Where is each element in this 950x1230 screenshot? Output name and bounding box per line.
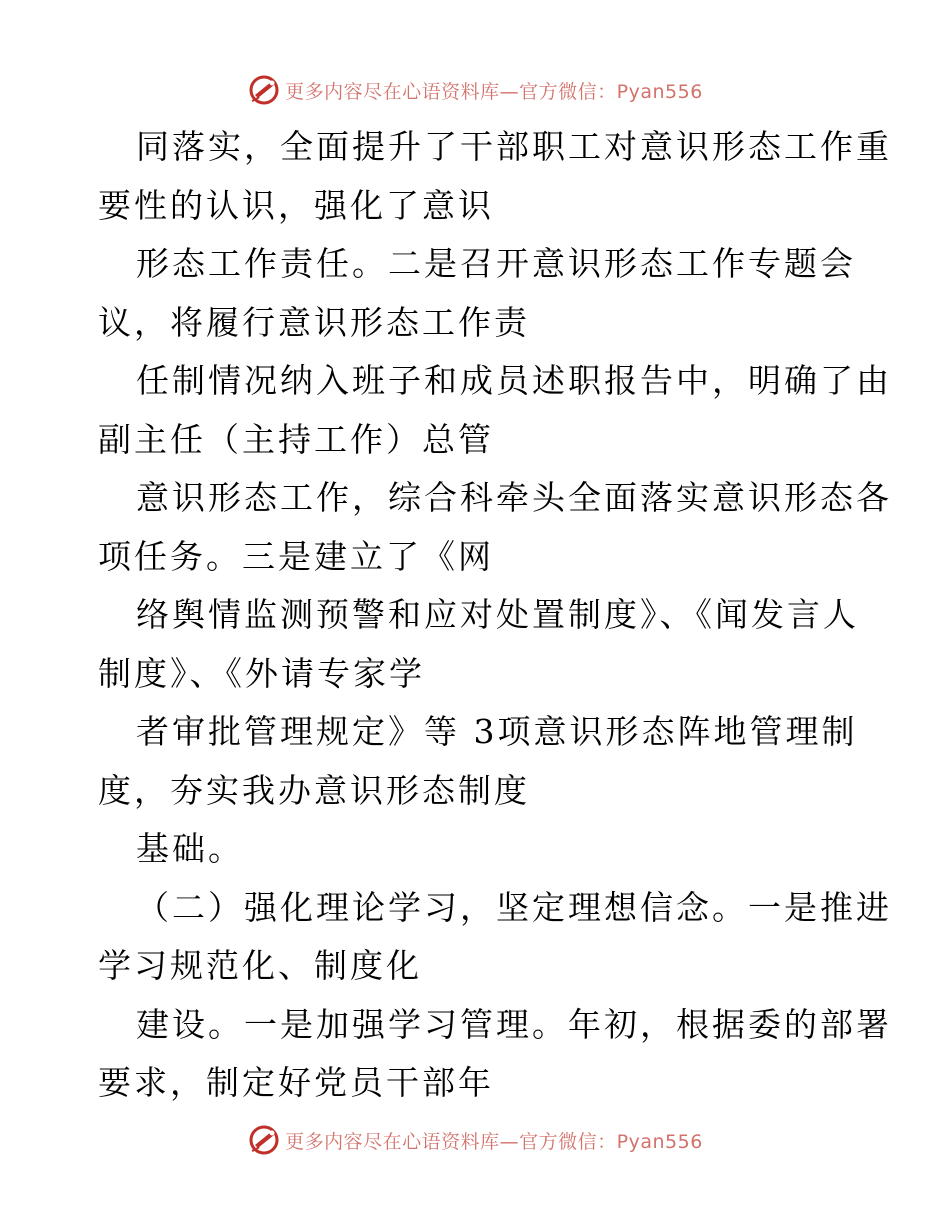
paragraph-continuation-line: 要求，制定好党员干部年 bbox=[98, 1063, 494, 1102]
paragraph bbox=[98, 820, 858, 879]
paragraph bbox=[98, 586, 858, 703]
paragraph-continuation-line: 议，将履行意识形态工作责 bbox=[98, 302, 530, 342]
paragraph-continuation-line: 学习规范化、制度化 bbox=[98, 946, 422, 985]
paragraph-continuation-line: 制度》、《外请专家学 bbox=[98, 653, 425, 693]
document-body bbox=[98, 118, 892, 1113]
pen-logo-icon bbox=[247, 73, 281, 107]
header-banner bbox=[0, 70, 950, 110]
paragraph-first-line: 形态工作责任。二是召开意识形态工作专题会 bbox=[136, 244, 856, 283]
paragraph bbox=[98, 469, 892, 586]
paragraph-first-line: 同落实，全面提升了干部职工对意识形态工作重 bbox=[136, 127, 892, 166]
paragraph-first-line: 建设。一是加强学习管理。年初，根据委的部署 bbox=[136, 1004, 892, 1044]
paragraph bbox=[98, 235, 858, 352]
paragraph-first-line: （二）强化理论学习，坚定理想信念。一是推进 bbox=[136, 887, 892, 927]
paragraph-first-line: 络舆情监测预警和应对处置制度》、《闻发言人 bbox=[136, 595, 859, 634]
paragraph bbox=[98, 352, 892, 469]
footer-banner bbox=[0, 1120, 950, 1160]
paragraph-continuation-line: 副主任（主持工作）总管 bbox=[98, 419, 494, 459]
header-banner-text: 更多内容尽在心语资料库—官方微信：Pyan556 bbox=[285, 80, 703, 103]
paragraph-first-line: 者审批管理规定》等 3项意识形态阵地管理制 bbox=[136, 712, 858, 751]
paragraph-first-line: 意识形态工作，综合科牵头全面落实意识形态各 bbox=[136, 478, 892, 517]
paragraph bbox=[98, 118, 892, 235]
footer-banner-text: 更多内容尽在心语资料库—官方微信：Pyan556 bbox=[285, 1130, 703, 1153]
paragraph bbox=[98, 703, 858, 820]
paragraph-first-line: 基础。 bbox=[136, 829, 244, 868]
paragraph-continuation-line: 度，夯实我办意识形态制度 bbox=[98, 770, 530, 810]
paragraph bbox=[98, 879, 892, 996]
paragraph-first-line: 任制情况纳入班子和成员述职报告中，明确了由 bbox=[136, 361, 892, 400]
pen-logo-icon bbox=[247, 1123, 281, 1157]
paragraph-continuation-line: 项任务。三是建立了《网 bbox=[98, 536, 494, 576]
paragraph-continuation-line: 要性的认识，强化了意识 bbox=[98, 185, 494, 225]
paragraph bbox=[98, 996, 892, 1113]
